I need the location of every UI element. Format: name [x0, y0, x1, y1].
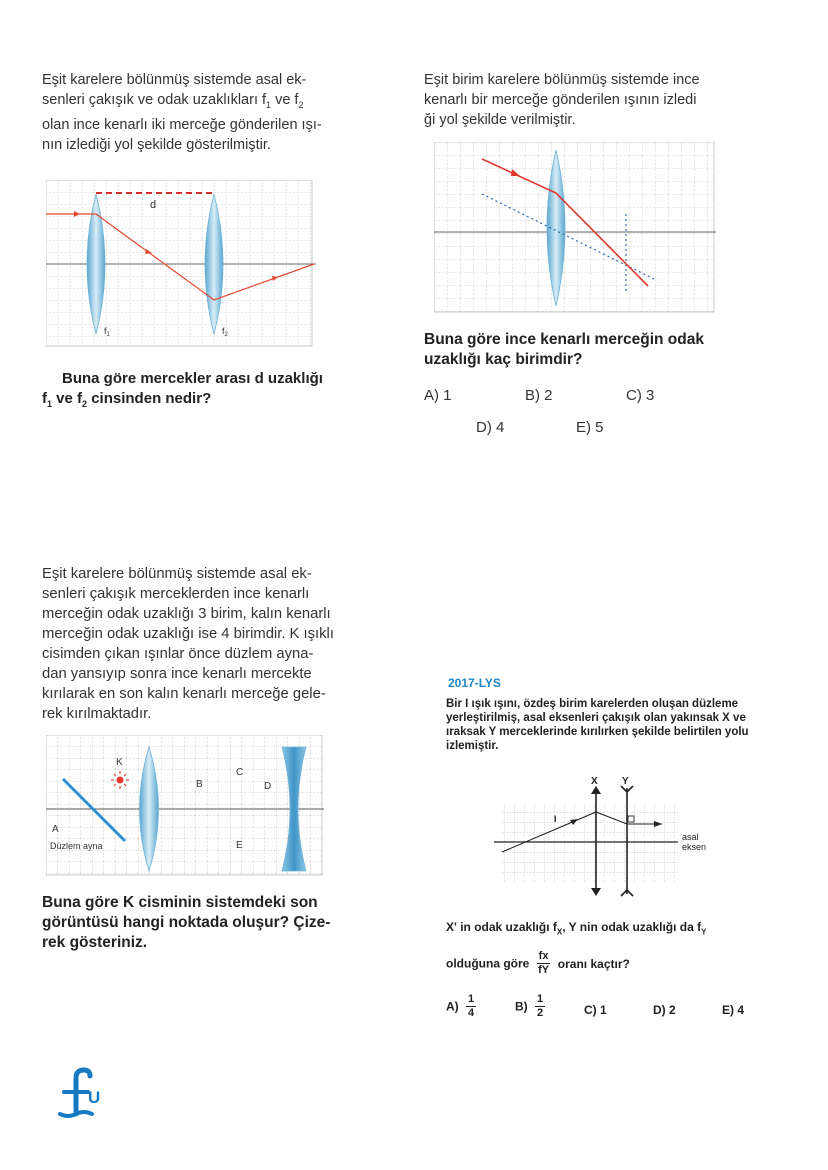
q4-line-3: ıraksak Y merceklerinde kırılırken şekilde belirtilen yolu	[446, 726, 749, 738]
q2-text	[424, 70, 724, 130]
q4-grid	[502, 804, 678, 882]
q3-line-1: Eşit karelere bölünmüş sistemde asal ek-	[42, 566, 312, 582]
q1-line-4: nın izlediği yol şekilde gösterilmiştir.	[42, 136, 271, 153]
q3-line-4: merceğin odak uzaklığı ise 4 birimdir. K ışıklı	[42, 626, 334, 642]
q4-line-4: izlemiştir.	[446, 740, 499, 752]
q1-question	[42, 369, 342, 414]
q3-line-2: senleri çakışık merceklerden ince kenarlı	[42, 586, 310, 602]
q3-question-line-2: görüntüsü hangi noktada oluşur? Çize-	[42, 914, 331, 931]
q4-ratio-fraction: $\frac{fx}{fY}$	[538, 950, 550, 976]
q2-question-line-1: Buna göre ince kenarlı merceğin odak	[424, 331, 704, 348]
q1-line-2: senleri çakışık ve odak uzaklıkları $f_1$ ve $f_2$	[42, 92, 304, 110]
q2-choice-d[interactable]: D) 4	[476, 419, 505, 436]
q4-label-axis-1: asal	[682, 832, 699, 842]
q1-line-1: Eşit karelere bölünmüş sistemde asal ek-	[42, 72, 307, 88]
q3-label-mirror: Düzlem ayna	[50, 841, 103, 851]
q2-line-1: Eşit birim karelere bölünmüş sistemde ince	[424, 72, 700, 88]
q4-choice-d[interactable]: D) 2	[653, 1003, 676, 1017]
q2-question-line-2: uzaklığı kaç birimdir?	[424, 351, 583, 368]
q3-question-line-3: rek gösteriniz.	[42, 934, 148, 951]
q3-line-3: merceğin odak uzaklığı 3 birim, kalın kenarlı	[42, 606, 331, 622]
q4-line-1: Bir I ışık ışını, özdeş birim karelerden oluşan düzleme	[446, 698, 739, 710]
q3-label-C: C	[236, 767, 244, 778]
q4-label-X: X	[591, 776, 598, 787]
q4-label-Y: Y	[622, 776, 629, 787]
q1-label-d: d	[150, 199, 157, 211]
q4-figure	[494, 772, 734, 898]
q2-line-3: ği yol şekilde verilmiştir.	[424, 112, 576, 128]
q1-grid	[46, 180, 312, 346]
q3-figure	[46, 735, 324, 877]
q3-line-6: dan yansıyıp sonra ince kenarlı mercekte	[42, 666, 312, 682]
q4-choice-b[interactable]: B) $\frac{1}{2}$	[515, 993, 544, 1019]
q3-line-5: cisimden çıkan ışınlar önce düzlem ayna-	[42, 646, 314, 662]
q4-question-line-2: olduğuna göre $\frac{fx}{fY}$ oranı kaçtır?	[446, 950, 630, 976]
q4-choice-e[interactable]: E) 4	[722, 1003, 745, 1017]
q4-label-I: I	[554, 814, 557, 824]
q2-choice-b[interactable]: B) 2	[525, 387, 553, 404]
q1-label-f1: $f_1$	[104, 326, 110, 338]
q4-choice-a[interactable]: A) $\frac{1}{4}$	[446, 993, 475, 1019]
q4-text	[446, 697, 776, 753]
q1-line-3: olan ince kenarlı iki merceğe gönderilen ışı-	[42, 116, 322, 133]
q3-line-8: rek kırılmaktadır.	[42, 706, 152, 722]
q1-question-line-1: Buna göre mercekler arası d uzaklığı	[62, 370, 323, 387]
q2-figure	[434, 142, 716, 314]
q1-text	[42, 70, 338, 155]
q3-label-E: E	[236, 840, 243, 851]
q2-grid	[434, 142, 714, 312]
q3-label-K: K	[116, 757, 123, 768]
q2-line-2: kenarlı bir merceğe gönderilen ışının izledi	[424, 92, 697, 108]
q2-choice-c[interactable]: C) 3	[626, 387, 655, 404]
q4-choice-c[interactable]: C) 1	[584, 1003, 607, 1017]
q3-question-line-1: Buna göre K cisminin sistemdeki son	[42, 894, 318, 911]
q1-figure	[46, 180, 316, 350]
q1-label-f2: $f_2$	[222, 326, 228, 338]
q4-exam-tag: 2017-LYS	[448, 676, 501, 690]
q3-label-B: B	[196, 779, 203, 790]
q2-choice-a[interactable]: A) 1	[424, 387, 452, 404]
q3-text	[42, 564, 342, 724]
q3-question	[42, 893, 342, 953]
q4-question-line-1: X' in odak uzaklığı $f_X$, Y nin odak uzaklığı da $f_Y$	[446, 920, 707, 937]
q1-question-line-2: $f_1$ ve $f_2$ cinsinden nedir?	[42, 390, 212, 409]
q4-label-axis-2: eksen	[682, 842, 707, 852]
q4-line-2: yerleştirilmiş, asal eksenleri çakışık olan yakınsak X ve	[446, 712, 746, 724]
q2-choice-e[interactable]: E) 5	[576, 419, 604, 436]
q3-line-7: kırılarak en son kalın kenarlı merceğe gele-	[42, 686, 326, 702]
publisher-logo-text: U	[88, 1088, 101, 1107]
q3-label-D: D	[264, 781, 272, 792]
q3-label-A: A	[52, 824, 59, 835]
q2-question	[424, 330, 734, 370]
